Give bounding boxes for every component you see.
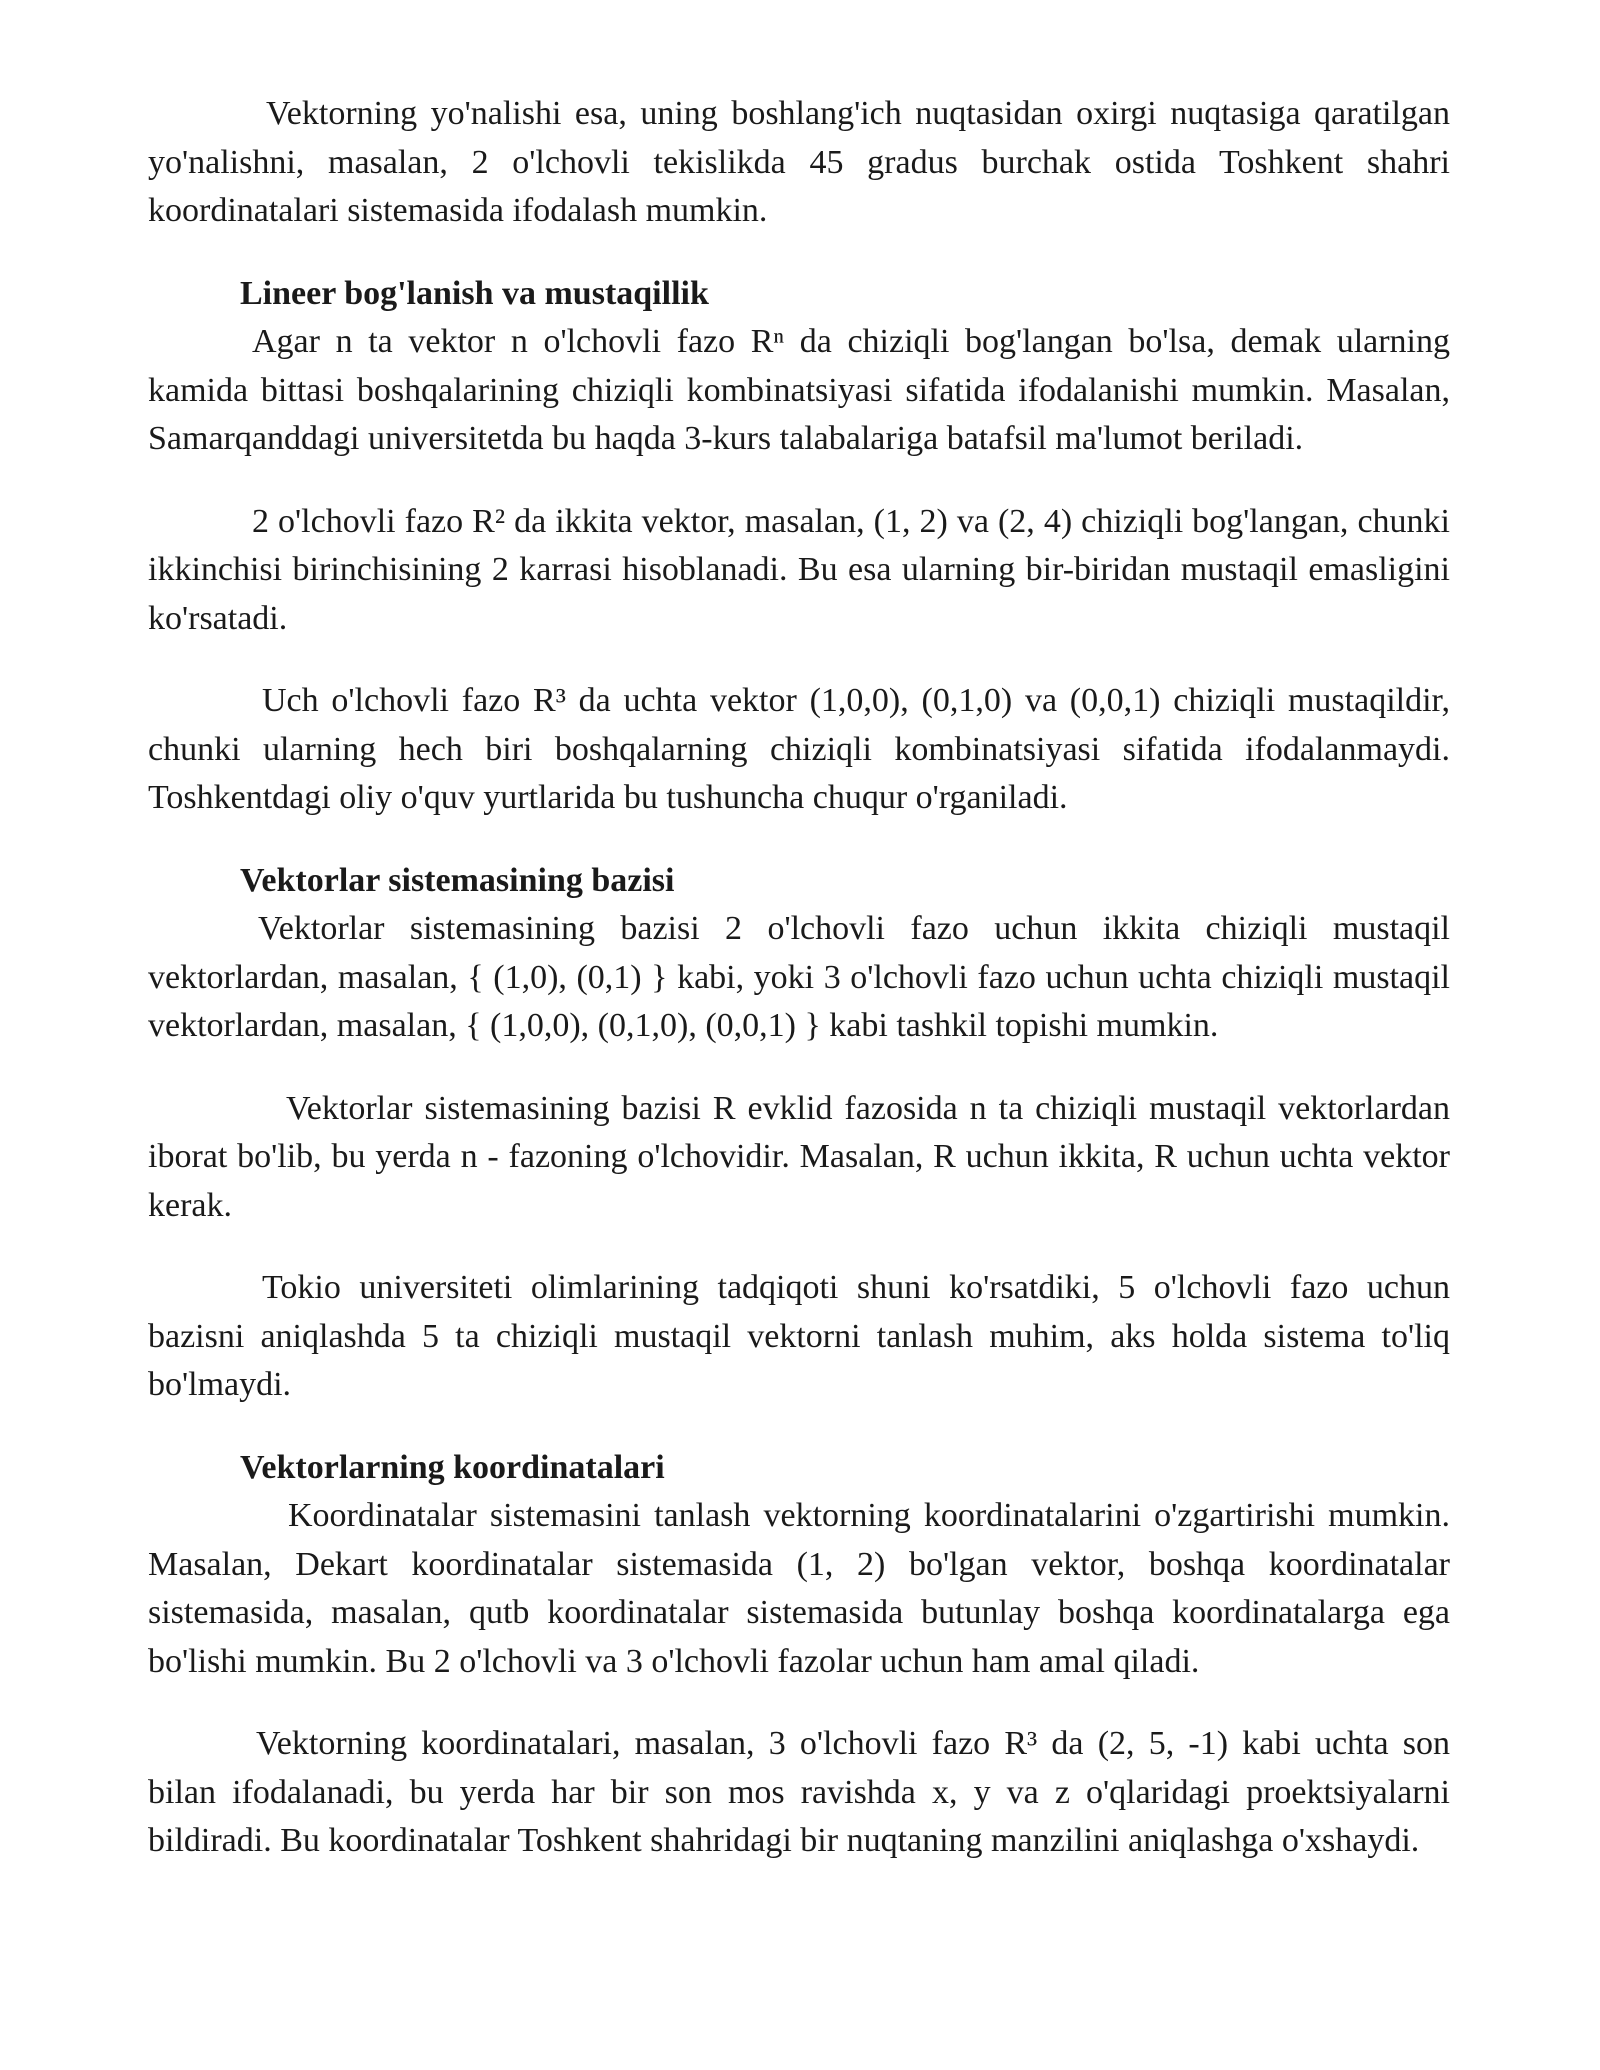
paragraph-basis-definition: Vektorlar sistemasining bazisi 2 o'lchovli fazo uchun ikkita chiziqli mustaqil vektorlardan, masalan, { (1,0), (0,1) } kabi, yoki 3 o'lchovli fazo uchun uchta chiziqli mustaqil vektorlardan, masalan, { (1,0,0), (0,1,0), (0,0,1) } kabi tashkil topishi mumkin. bbox=[148, 910, 1450, 1044]
paragraph-tokyo-research: Tokio universiteti olimlarining tadqiqoti shuni ko'rsatdiki, 5 o'lchovli fazo uchun bazisni aniqlashda 5 ta chiziqli mustaqil vektorni tanlash muhim, aks holda sistema to'liq bo'lmaydi. bbox=[148, 1269, 1450, 1403]
document-page bbox=[148, 90, 1450, 1866]
section-heading-basis: Vektorlar sistemasining bazisi bbox=[240, 861, 675, 899]
paragraph-basis-euclid: Vektorlar sistemasining bazisi R evklid fazosida n ta chiziqli mustaqil vektorlardan iborat bo'lib, bu yerda n - fazoning o'lchovidir. Masalan, R uchun ikkita, R uchun uchta vektor kerak. bbox=[148, 1089, 1450, 1224]
section-heading-coordinates: Vektorlarning koordinatalari bbox=[240, 1448, 665, 1486]
section-heading-linear-dependence: Lineer bog'lanish va mustaqillik bbox=[240, 274, 709, 312]
paragraph-vector-direction: Vektorning yo'nalishi esa, uning boshlang'ich nuqtasidan oxirgi nuqtasiga qaratilgan yo'nalishni, masalan, 2 o'lchovli tekislikda 45 gradus burchak ostida Toshkent shahri koordinatalari sistemasida ifodalash mumkin. bbox=[148, 95, 1450, 229]
paragraph-r2-example: 2 o'lchovli fazo R² da ikkita vektor, masalan, (1, 2) va (2, 4) chiziqli bog'langan, chunki ikkinchisi birinchisining 2 karrasi hisoblanadi. Bu esa ularning bir-biridan mustaqil emasligini ko'rsatadi. bbox=[148, 502, 1450, 637]
paragraph-linear-dependence: Agar n ta vektor n o'lchovli fazo Rⁿ da chiziqli bog'langan bo'lsa, demak ularning kamida bittasi boshqalarining chiziqli kombinatsiyasi sifatida ifodalanishi mumkin. Masalan, Samarqanddagi universitetda bu haqda 3-kurs talabalariga batafsil ma'lumot beriladi. bbox=[148, 323, 1450, 457]
paragraph-coordinate-systems: Koordinatalar sistemasini tanlash vektorning koordinatalarini o'zgartirishi mumkin. Masalan, Dekart koordinatalar sistemasida (1, 2) bo'lgan vektor, boshqa koordinatalar sistemasida, masalan, qutb koordinatalar sistemasida butunlay boshqa koordinatalarga ega bo'lishi mumkin. Bu 2 o'lchovli va 3 o'lchovli fazolar uchun ham amal qiladi. bbox=[148, 1497, 1450, 1680]
paragraph-r3-example: Uch o'lchovli fazo R³ da uchta vektor (1,0,0), (0,1,0) va (0,0,1) chiziqli mustaqildir, chunki ularning hech biri boshqalarning chiziqli kombinatsiyasi sifatida ifodalanmaydi. Toshkentdagi oliy o'quv yurtlarida bu tushuncha chuqur o'rganiladi. bbox=[148, 682, 1450, 816]
paragraph-vector-coordinates: Vektorning koordinatalari, masalan, 3 o'lchovli fazo R³ da (2, 5, -1) kabi uchta son bilan ifodalanadi, bu yerda har bir son mos ravishda x, y va z o'qlaridagi proektsiyalarni bildiradi. Bu koordinatalar Toshkent shahridagi bir nuqtaning manzilini aniqlashga o'xshaydi. bbox=[148, 1725, 1450, 1859]
